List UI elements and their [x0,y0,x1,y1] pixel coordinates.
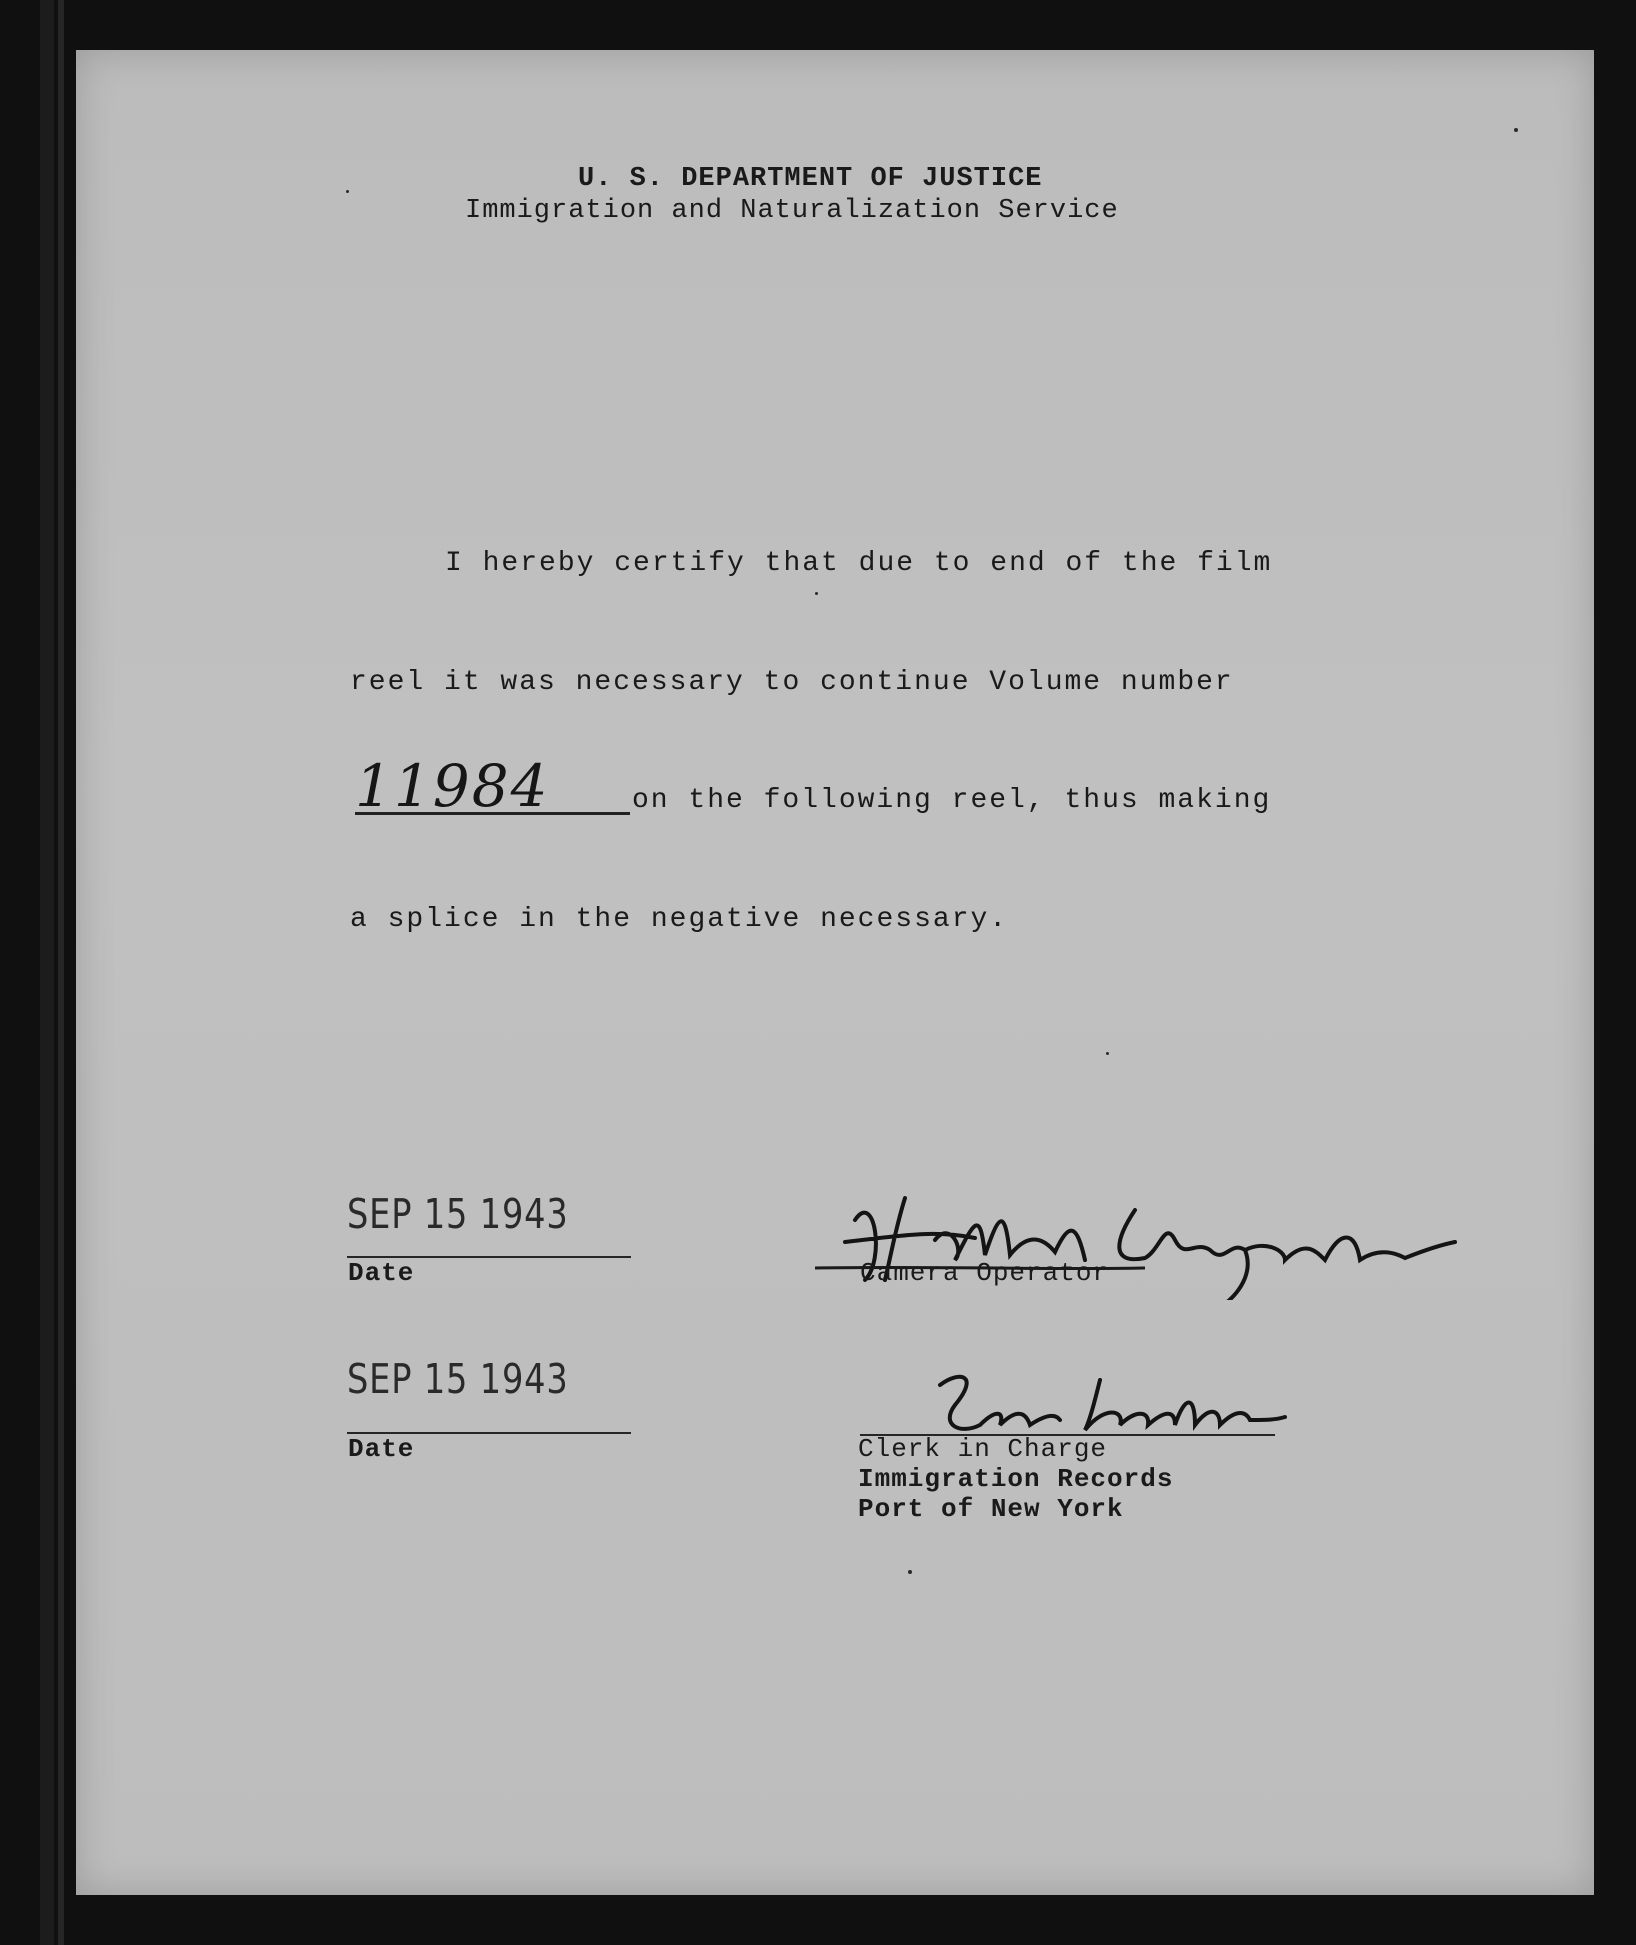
date-label-1: Date [348,1258,415,1288]
volume-number-underline [355,812,630,815]
agency-subtitle: Immigration and Naturalization Service [465,196,1119,226]
camera-operator-label: Camera Operator [860,1258,1110,1288]
clerk-signature [920,1365,1290,1445]
certification-line-2: reel it was necessary to continue Volume number [350,667,1234,698]
certification-line-1: I hereby certify that due to end of the film [445,548,1273,579]
dust-speck [1514,128,1518,132]
agency-title: U. S. DEPARTMENT OF JUSTICE [578,164,1043,194]
date-stamp-2: SEP 15 1943 [347,1355,569,1403]
dust-speck [346,190,349,193]
document-page [76,50,1594,1895]
clerk-port-label: Port of New York [858,1494,1124,1524]
volume-number-handwritten: 11984 [355,752,550,820]
certification-line-4: a splice in the negative necessary. [350,904,1009,935]
date-stamp-1: SEP 15 1943 [347,1190,569,1238]
dust-speck [908,1570,912,1574]
dust-speck [815,592,818,595]
clerk-title-label: Clerk in Charge [858,1434,1108,1464]
film-edge [40,0,54,1945]
dust-speck [1106,1052,1109,1055]
date-label-2: Date [348,1434,415,1464]
certification-line-3: on the following reel, thus making [632,785,1272,816]
film-edge-inner [58,0,64,1945]
clerk-department-label: Immigration Records [858,1464,1174,1494]
